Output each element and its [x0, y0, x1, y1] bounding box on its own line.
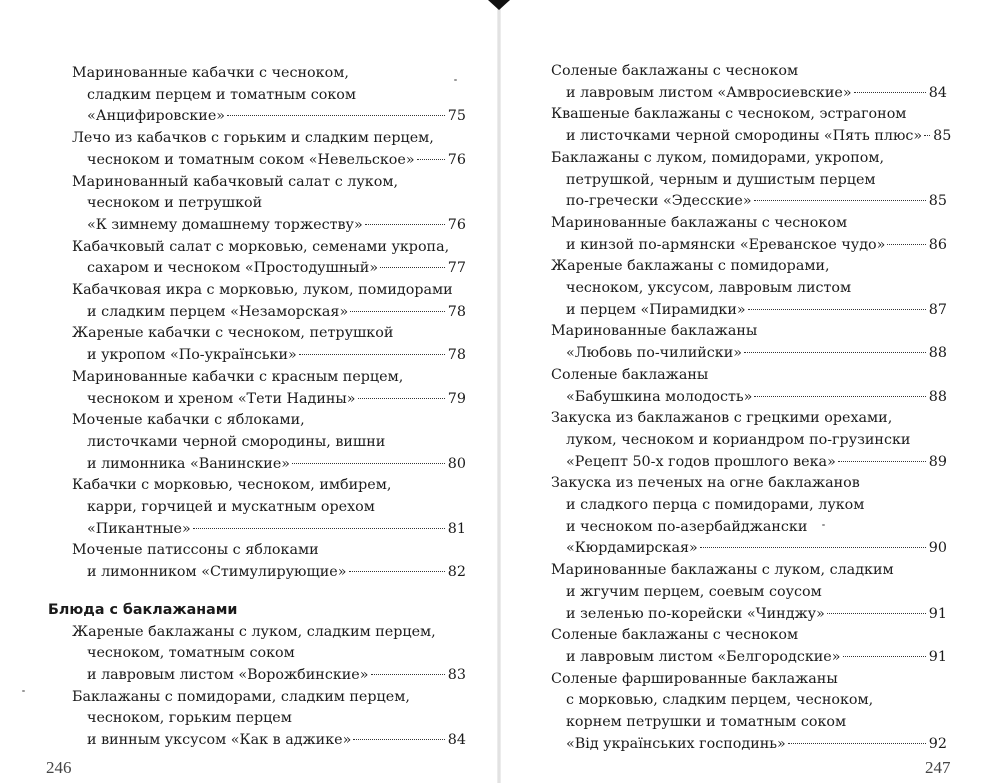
dot-leader [365, 224, 445, 225]
toc-page-number: 90 [928, 540, 947, 557]
toc-entry-title-end: и лавровым листом «Амвросиевские» [566, 84, 852, 101]
toc-page-number: 91 [928, 605, 947, 622]
toc-entry-row [566, 236, 947, 254]
toc-page-number: 76 [447, 216, 466, 233]
toc-entry-title: Моченые патиссоны с яблоками [72, 542, 319, 559]
toc-page-number: 87 [928, 301, 947, 318]
dot-leader [827, 613, 926, 614]
toc-entry-row [87, 107, 466, 125]
toc-entry-title: Кабачковая икра с морковью, луком, помидорами [72, 282, 453, 298]
toc-entry-title: Маринованные кабачки с красным перцем, [72, 368, 404, 385]
toc-entry-continuation: луком, чесноком и кориандром по-грузински [566, 431, 911, 448]
section-heading: Блюда с баклажанами [48, 601, 238, 618]
toc-entry-continuation: сладким перцем и томатным соком [87, 86, 357, 103]
dot-leader [754, 396, 925, 397]
toc-entry-title-end: и лавровым листом «Белгородские» [566, 648, 841, 665]
toc-entry-row [566, 127, 952, 145]
toc-entry-title: Закуска из баклажанов с грецкими орехами, [551, 410, 893, 427]
toc-entry-row [566, 84, 947, 102]
toc-entry-row [87, 563, 466, 581]
toc-entry-row [87, 731, 466, 749]
toc-entry-title-end: и кинзой по-армянски «Ереванское чудо» [566, 236, 886, 253]
toc-entry-title-end: «Бабушкина молодость» [566, 388, 753, 405]
left-page [0, 0, 497, 783]
toc-entry-title: Маринованные баклажаны с луком, сладким [551, 562, 894, 579]
toc-entry-title: Баклажаны с луком, помидорами, укропом, [551, 149, 885, 166]
toc-page-number: 76 [447, 151, 466, 168]
toc-entry-continuation: чесноком, томатным соком [87, 645, 295, 662]
dot-leader [299, 354, 445, 355]
toc-entry-continuation: и жгучим перцем, соевым соусом [566, 583, 822, 600]
toc-entry-title: Жареные баклажаны с помидорами, [551, 258, 830, 275]
dot-leader [748, 309, 926, 310]
toc-entry-continuation: с морковью, сладким перцем, чесноком, [566, 692, 874, 709]
toc-entry-row [566, 301, 947, 319]
toc-page-number: 89 [928, 453, 947, 470]
dot-leader [417, 159, 445, 160]
dot-leader [854, 92, 926, 93]
toc-entry-title: Маринованные баклажаны [551, 323, 758, 340]
toc-entry-title-end: «Кюрдамирская» [566, 540, 698, 557]
dot-leader [754, 200, 926, 201]
toc-entry-title-end: и лимонником «Стимулирующие» [87, 564, 347, 581]
toc-entry-row [566, 388, 947, 406]
toc-page-number: 84 [928, 84, 947, 101]
right-page [501, 0, 1000, 783]
dot-leader [353, 739, 444, 740]
toc-page-number: 75 [447, 108, 466, 125]
toc-entry-title: Квашеные баклажаны с чесноком, эстрагоном [551, 106, 907, 123]
toc-entry-title: Жареные кабачки с чесноком, петрушкой [72, 325, 394, 342]
toc-entry-title: Баклажаны с помидорами, сладким перцем, [72, 688, 410, 705]
toc-page-number: 85 [933, 128, 952, 145]
toc-entry-title: Соленые баклажаны [551, 366, 709, 383]
toc-entry-title-end: и укропом «По-українськи» [87, 347, 297, 364]
toc-entry-continuation: корнем петрушки и томатным соком [566, 714, 847, 730]
toc-entry-row [566, 539, 947, 557]
toc-page-number: 78 [447, 347, 466, 364]
toc-entry-title-end: чесноком и хреном «Тети Надины» [87, 390, 356, 407]
toc-entry-continuation: чесноком, горьким перцем [87, 710, 292, 727]
toc-entry-title-end: и листочками черной смородины «Пять плюс» [566, 128, 923, 145]
toc-entry-title-end: чесноком и томатным соком «Невельское» [87, 151, 415, 168]
toc-page-number: 88 [928, 388, 947, 405]
dot-leader [788, 743, 926, 744]
toc-entry-continuation: петрушкой, черным и душистым перцем [566, 171, 876, 188]
toc-page-number: 79 [447, 390, 466, 407]
toc-entry-title: Жареные баклажаны с луком, сладким перцем, [72, 623, 436, 640]
toc-entry-title-end: и сладким перцем «Незаморская» [87, 303, 349, 320]
toc-entry-continuation: чесноком, уксусом, лавровым листом [566, 280, 852, 296]
toc-entry-row [566, 648, 947, 666]
toc-entry-row [87, 666, 466, 684]
dot-leader [371, 674, 445, 675]
toc-page-number: 80 [447, 455, 466, 472]
toc-entry-title: Кабачки с морковью, чесноком, имбирем, [72, 477, 392, 494]
toc-entry-title-end: по-гречески «Эдесские» [566, 193, 752, 210]
toc-page-number: 77 [447, 260, 466, 277]
toc-entry-title-end: «Любовь по-чилийски» [566, 345, 743, 362]
toc-page-number: 85 [928, 193, 947, 210]
toc-entry-title-end: сахаром и чесноком «Простодушный» [87, 260, 379, 277]
toc-entry-title: Маринованные баклажаны с чесноком [551, 214, 848, 231]
dot-leader [350, 311, 445, 312]
toc-entry-title: Кабачковый салат с морковью, семенами укропа, [72, 238, 450, 255]
toc-entry-row [87, 520, 466, 538]
toc-page-number: 86 [928, 236, 947, 253]
toc-entry-row [566, 344, 947, 362]
dot-leader [843, 656, 926, 657]
dot-leader [358, 398, 445, 399]
toc-page-number: 78 [447, 303, 466, 320]
toc-entry-row [566, 192, 947, 210]
toc-entry-title: Лечо из кабачков с горьким и сладким перцем, [72, 130, 434, 147]
toc-entry-title-end: и лавровым листом «Ворожбинские» [87, 666, 369, 683]
toc-entry-title: Соленые фаршированные баклажаны [551, 670, 838, 687]
dot-leader [349, 571, 445, 572]
toc-entry-title-end: и перцем «Пирамидки» [566, 301, 746, 318]
toc-entry-title-end: «Рецепт 50-х годов прошлого века» [566, 453, 836, 470]
toc-entry-title: Моченые кабачки с яблоками, [72, 412, 305, 429]
toc-page-number: 81 [447, 520, 466, 537]
toc-entry-title: Маринованные кабачки с чесноком, [72, 65, 349, 81]
toc-entry-row [87, 259, 466, 277]
dot-leader [924, 135, 930, 136]
toc-entry-title: Закуска из печеных на огне баклажанов [551, 475, 860, 492]
toc-page-number: 92 [928, 735, 947, 752]
toc-entry-title-end: «К зимнему домашнему торжеству» [87, 216, 363, 233]
dot-leader [380, 267, 445, 268]
page-number-right: 247 [925, 758, 951, 777]
toc-entry-row [566, 605, 947, 623]
page-number-left: 246 [46, 758, 72, 777]
toc-entry-title: Соленые баклажаны с чесноком [551, 63, 799, 79]
dot-leader [887, 244, 925, 245]
dot-leader [744, 352, 926, 353]
toc-entry-row [87, 303, 466, 321]
toc-page-number: 83 [447, 666, 466, 683]
toc-entry-continuation: чесноком и петрушкой [87, 195, 263, 212]
dot-leader [700, 547, 926, 548]
dot-leader [292, 463, 445, 464]
toc-entry-title-end: и лимонника «Ванинские» [87, 455, 291, 472]
toc-entry-title-end: «Пикантные» [87, 520, 191, 537]
toc-page-number: 88 [928, 345, 947, 362]
toc-entry-row [566, 735, 947, 753]
toc-entry-title-end: «Анцифировские» [87, 108, 226, 125]
toc-entry-continuation: и чесноком по-азербайджански [566, 518, 808, 535]
toc-page-number: 91 [928, 648, 947, 665]
toc-entry-row [566, 453, 947, 471]
toc-entry-title: Маринованный кабачковый салат с луком, [72, 173, 398, 190]
toc-entry-row [87, 455, 466, 473]
toc-page-number: 84 [447, 732, 466, 748]
toc-entry-title-end: и зеленью по-корейски «Чинджу» [566, 605, 825, 622]
toc-entry-row [87, 151, 466, 169]
toc-entry-title-end: и винным уксусом «Как в аджике» [87, 732, 352, 748]
toc-entry-row [87, 216, 466, 234]
toc-entry-continuation: и сладкого перца с помидорами, луком [566, 497, 865, 513]
toc-entry-row [87, 346, 466, 364]
toc-entry-continuation: карри, горчицей и мускатным орехом [87, 499, 375, 515]
toc-entry-title: Соленые баклажаны с чесноком [551, 627, 799, 644]
toc-entry-continuation: листочками черной смородины, вишни [87, 433, 386, 450]
toc-page-number: 82 [447, 564, 466, 581]
toc-entry-row [87, 390, 466, 408]
dot-leader [838, 461, 926, 462]
dot-leader [193, 528, 445, 529]
dot-leader [227, 115, 445, 116]
toc-entry-title-end: «Від українських господинь» [566, 735, 786, 752]
